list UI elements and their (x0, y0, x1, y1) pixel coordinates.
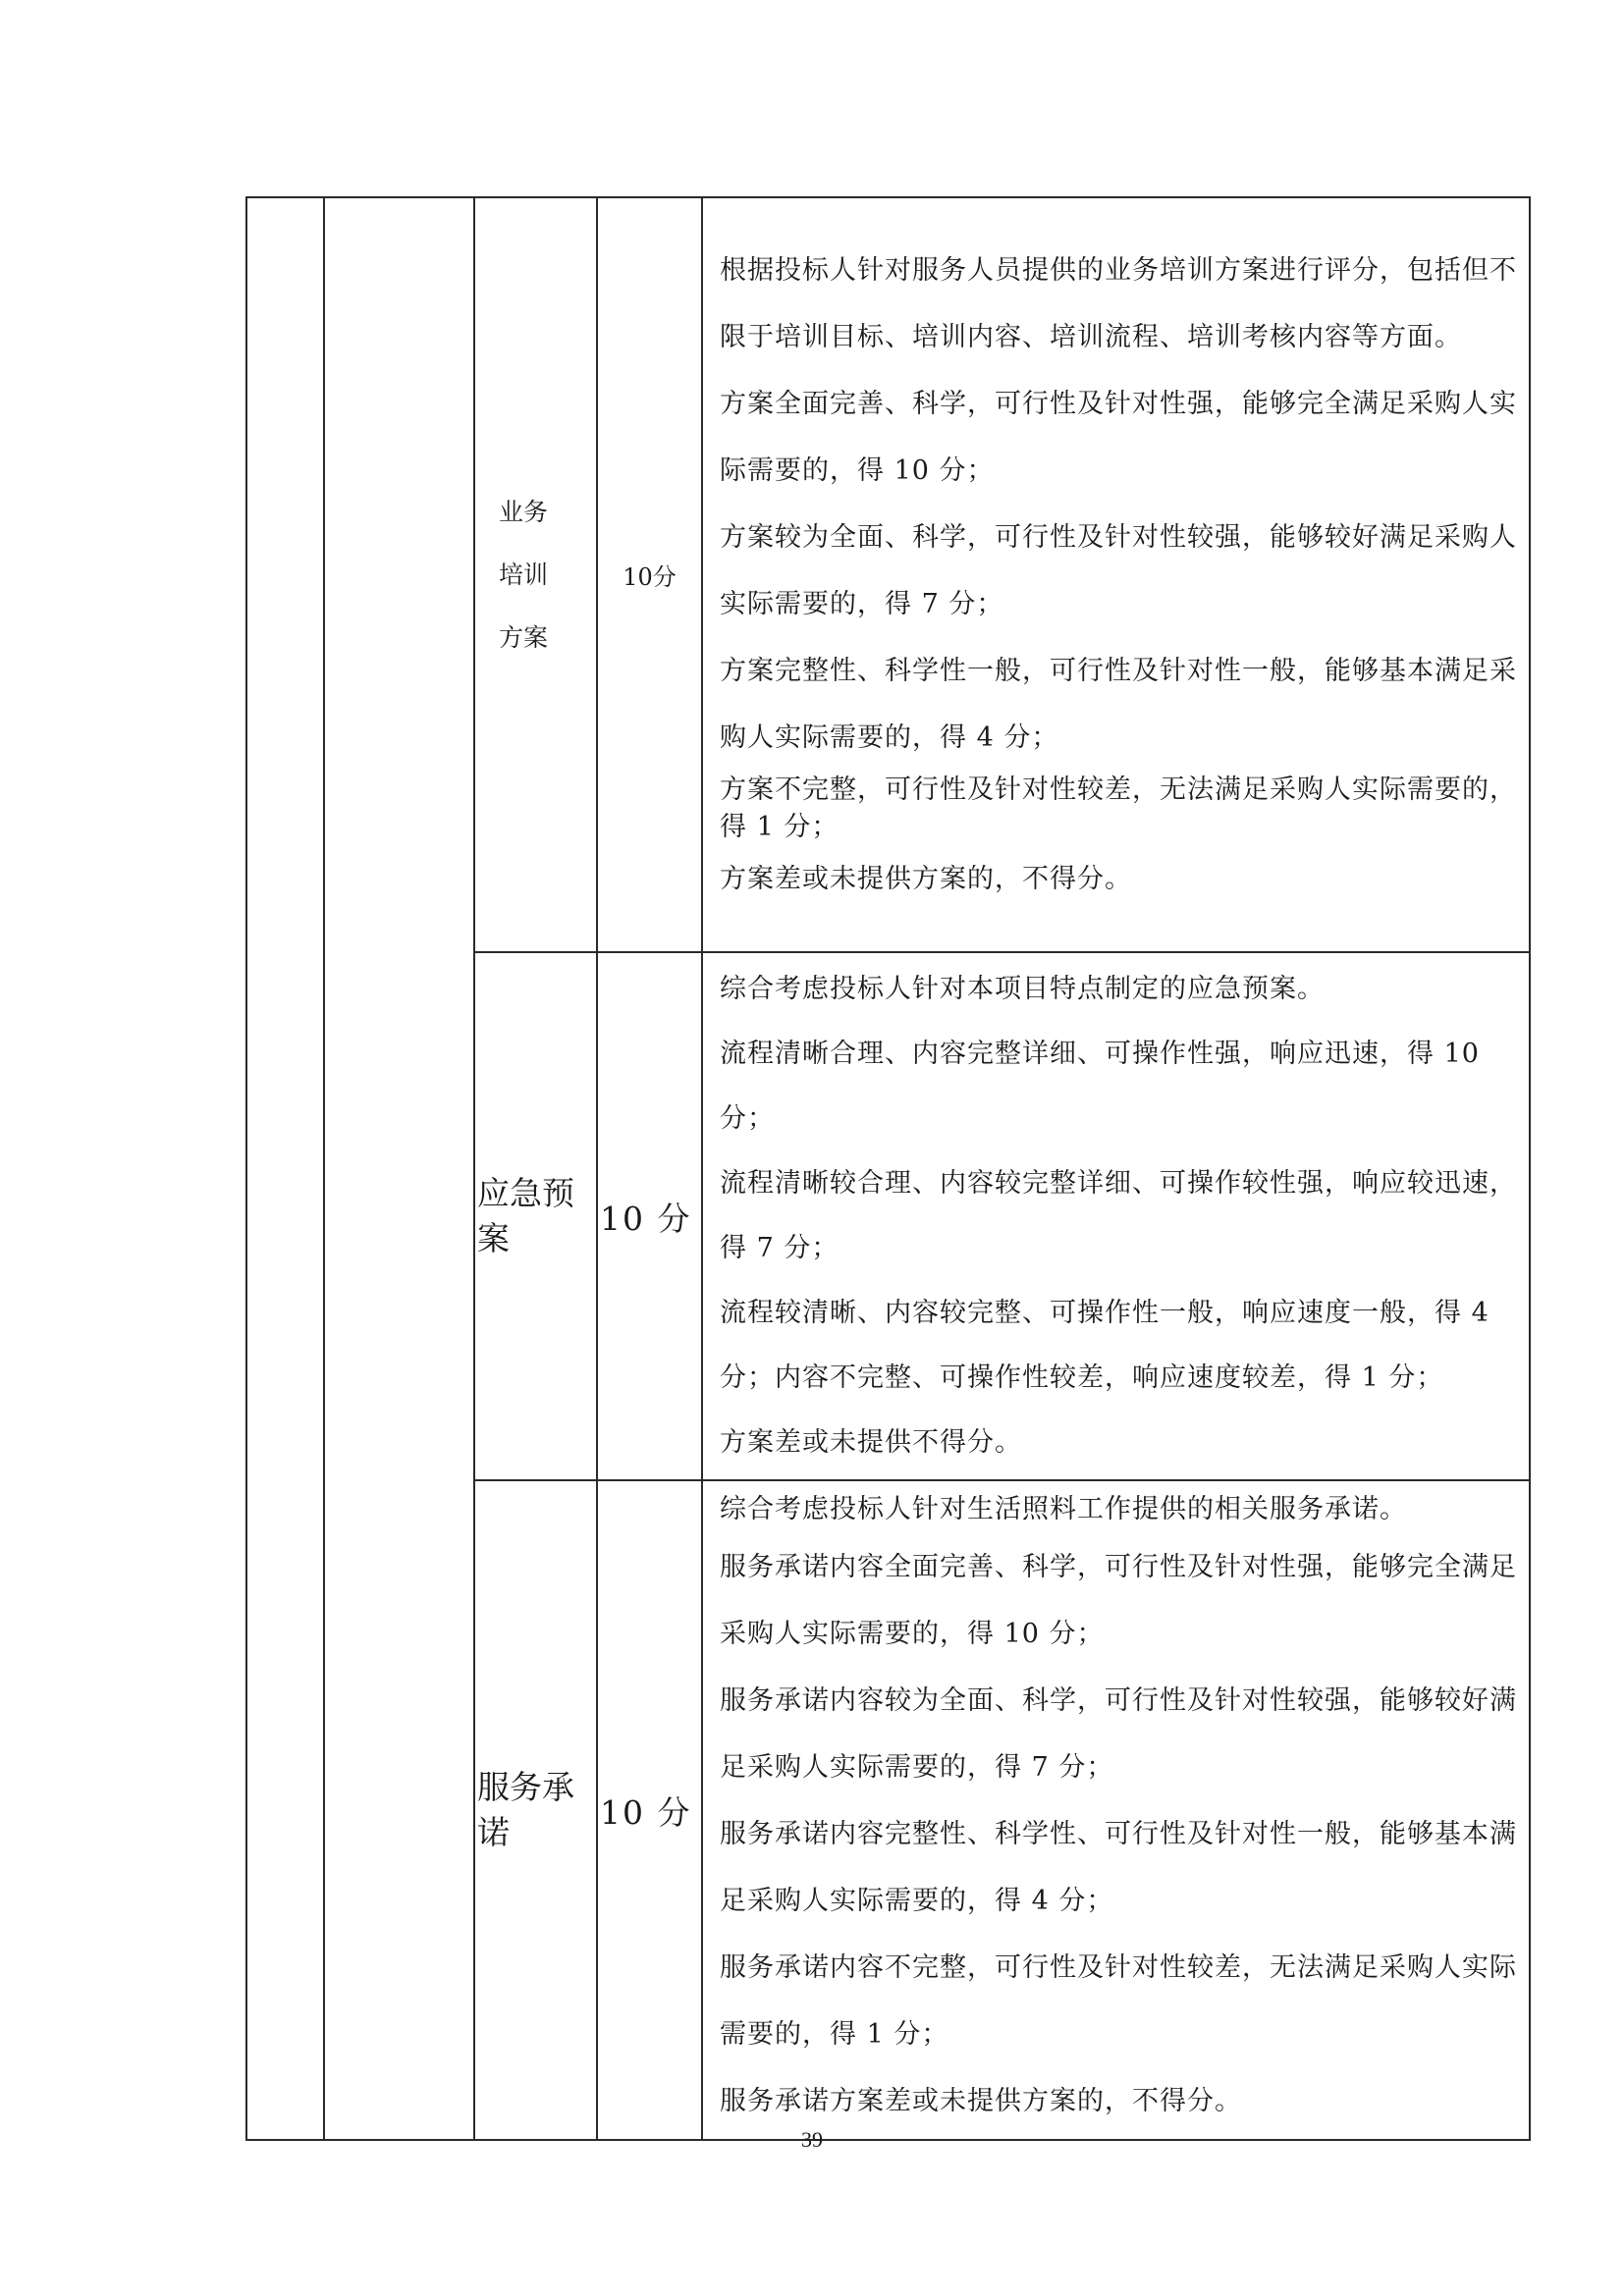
table-row (246, 197, 1530, 952)
item-name-line: 业务 (499, 497, 549, 526)
criteria-text: 方案不完整，可行性及针对性较差，无法满足采购人实际需要的，得 1 分； (720, 774, 1517, 842)
criteria-text: 方案差或未提供不得分。 (720, 1427, 1022, 1458)
score-cell: 10分 (597, 197, 702, 952)
criteria-text: 根据投标人针对服务人员提供的业务培训方案进行评分，包括但不限于培训目标、培训内容、培训流程、培训考核内容等方面。 (720, 254, 1517, 352)
item-name-line: 方案 (499, 622, 549, 652)
criteria-text: 服务承诺内容完整性、科学性、可行性及针对性一般，能够基本满足采购人实际需要的，得 4 分； (720, 1819, 1517, 1916)
criteria-cell (702, 1480, 1530, 2140)
criteria-text: 流程清晰较合理、内容较完整详细、可操作较性强，响应较迅速，得 7 分； (720, 1168, 1517, 1263)
item-name-cell: 服务承诺 (474, 1480, 597, 2140)
criteria-cell (702, 197, 1530, 952)
item-name-line: 培训 (499, 560, 549, 589)
empty-cell-col1 (246, 197, 324, 2140)
criteria-text: 流程清晰合理、内容完整详细、可操作性强，响应迅速，得 10 分； (720, 1039, 1480, 1134)
empty-cell-col2 (324, 197, 474, 2140)
scoring-table (245, 196, 1531, 2141)
score-cell: 10 分 (597, 1480, 702, 2140)
criteria-text: 方案完整性、科学性一般，可行性及针对性一般，能够基本满足采购人实际需要的，得 4 分； (720, 655, 1517, 753)
item-name-cell (474, 197, 597, 952)
page-number: 39 (801, 2127, 823, 2152)
criteria-text: 服务承诺方案差或未提供方案的，不得分。 (720, 2086, 1242, 2116)
criteria-text: 综合考虑投标人针对本项目特点制定的应急预案。 (720, 974, 1325, 1004)
criteria-text: 服务承诺内容较为全面、科学，可行性及针对性较强，能够较好满足采购人实际需要的，得 7 分； (720, 1685, 1517, 1783)
criteria-text: 服务承诺内容不完整，可行性及针对性较差，无法满足采购人实际需要的，得 1 分； (720, 1952, 1517, 2050)
criteria-text: 流程较清晰、内容较完整、可操作性一般，响应速度一般，得 4 分；内容不完整、可操作性较差，响应速度较差，得 1 分； (720, 1298, 1489, 1393)
criteria-text: 方案较为全面、科学，可行性及针对性较强，能够较好满足采购人实际需要的，得 7 分； (720, 521, 1517, 619)
criteria-cell (702, 952, 1530, 1480)
score-cell: 10 分 (597, 952, 702, 1480)
item-name-cell: 应急预案 (474, 952, 597, 1480)
criteria-text: 方案差或未提供方案的，不得分。 (720, 863, 1132, 894)
criteria-text: 综合考虑投标人针对生活照料工作提供的相关服务承诺。 (720, 1494, 1407, 1524)
criteria-text: 方案全面完善、科学，可行性及针对性强，能够完全满足采购人实际需要的，得 10 分； (720, 388, 1517, 486)
criteria-text: 服务承诺内容全面完善、科学，可行性及针对性强，能够完全满足采购人实际需要的，得 10 分； (720, 1552, 1517, 1649)
